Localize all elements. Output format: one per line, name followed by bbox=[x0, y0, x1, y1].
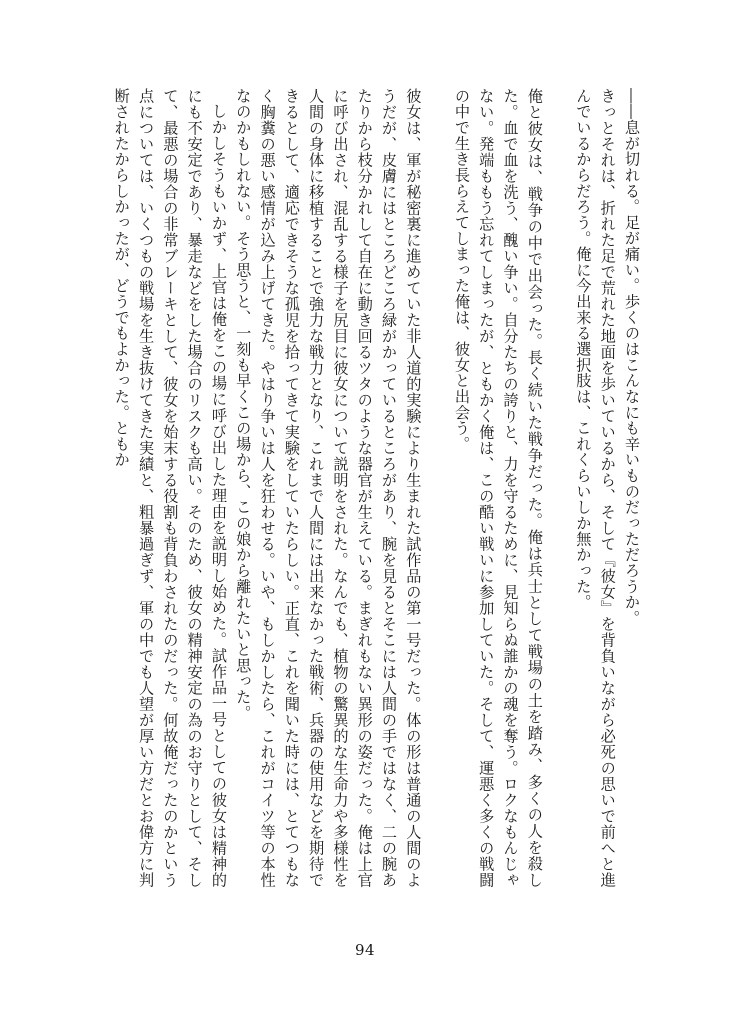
paragraph-4: 彼女は、軍が秘密裏に進めていた非人道的実験により生まれた試作品の第一号だった。体の形は普通の人間のようだが、皮膚にはところどころ緑がかっているところがあり、腕を見るとそこには人間の手ではなく、二の腕あたりから枝分かれして自在に動き回るツタのような器官が生えている。まぎれもない異形の姿だった。俺は上官に呼び出され、混乱する様子を尻目に彼女について説明をされた。なんでも、植物の驚異的な生命力や多様性を人間の身体に移植することで強力な戦力となり、これまで人間には出来なかった戦術、兵器の使用などを期待できるとして、適応できそうな孤児を拾ってきて実験をしていたらしい。正直、これを聞いた時には、とてつもなく胸糞の悪い感情が込み上げてきた。やはり争いは人を狂わせる。いや、もしかしたら、これがコイツ等の本性なのかもしれない。そう思うと、一刻も早くこの場から、この娘から離れたいと思った。 bbox=[234, 88, 423, 888]
paragraph-break bbox=[547, 88, 571, 888]
paragraph-3: 俺と彼女は、戦争の中で出会った。長く続いた戦争だった。俺は兵士として戦場の土を踏み、多くの人を殺した。血で血を洗う、醜い争い。自分たちの誇りと、力を守るために、見知らぬ誰かの魂を奪う。ロクなもんじゃない。発端ももう忘れてしまったが、ともかく俺は、この酷い戦いに参加していた。そして、運悪く多くの戦闘の中で生き長らえてしまった俺は、彼女と出会う。 bbox=[452, 88, 544, 888]
page-number: 94 bbox=[354, 941, 376, 959]
paragraph-5: しかしそうもいかず、上官は俺をこの場に呼び出した理由を説明し始めた。試作品一号としての彼女は精神的にも不安定であり、暴走などをした場合のリスクも高い。そのため、彼女の精神安定の為のお守りとして、そして、最悪の場合の非常ブレーキとして、彼女を始末する役割も背負わされたのだった。何故俺だったのかという点については、いくつもの戦場を生き抜けてきた実績と、粗暴過ぎず、軍の中でも人望が厚い方だとお偉方に判断されたからしかったが、どうでもよかった。ともか bbox=[112, 88, 228, 888]
paragraph-1: ――息が切れる。足が痛い。歩くのはこんなにも辛いものだっただろうか。 bbox=[623, 88, 641, 626]
paragraph-2: きっとそれは、折れた足で荒れた地面を歩いているから、そして『彼女』を背負いながら必死の思いで前へと進んでいるからだろう。俺に今出来る選択肢は、これくらいしか無かった。 bbox=[574, 88, 617, 888]
paragraph-break bbox=[425, 88, 449, 888]
vertical-text-body bbox=[72, 88, 644, 888]
